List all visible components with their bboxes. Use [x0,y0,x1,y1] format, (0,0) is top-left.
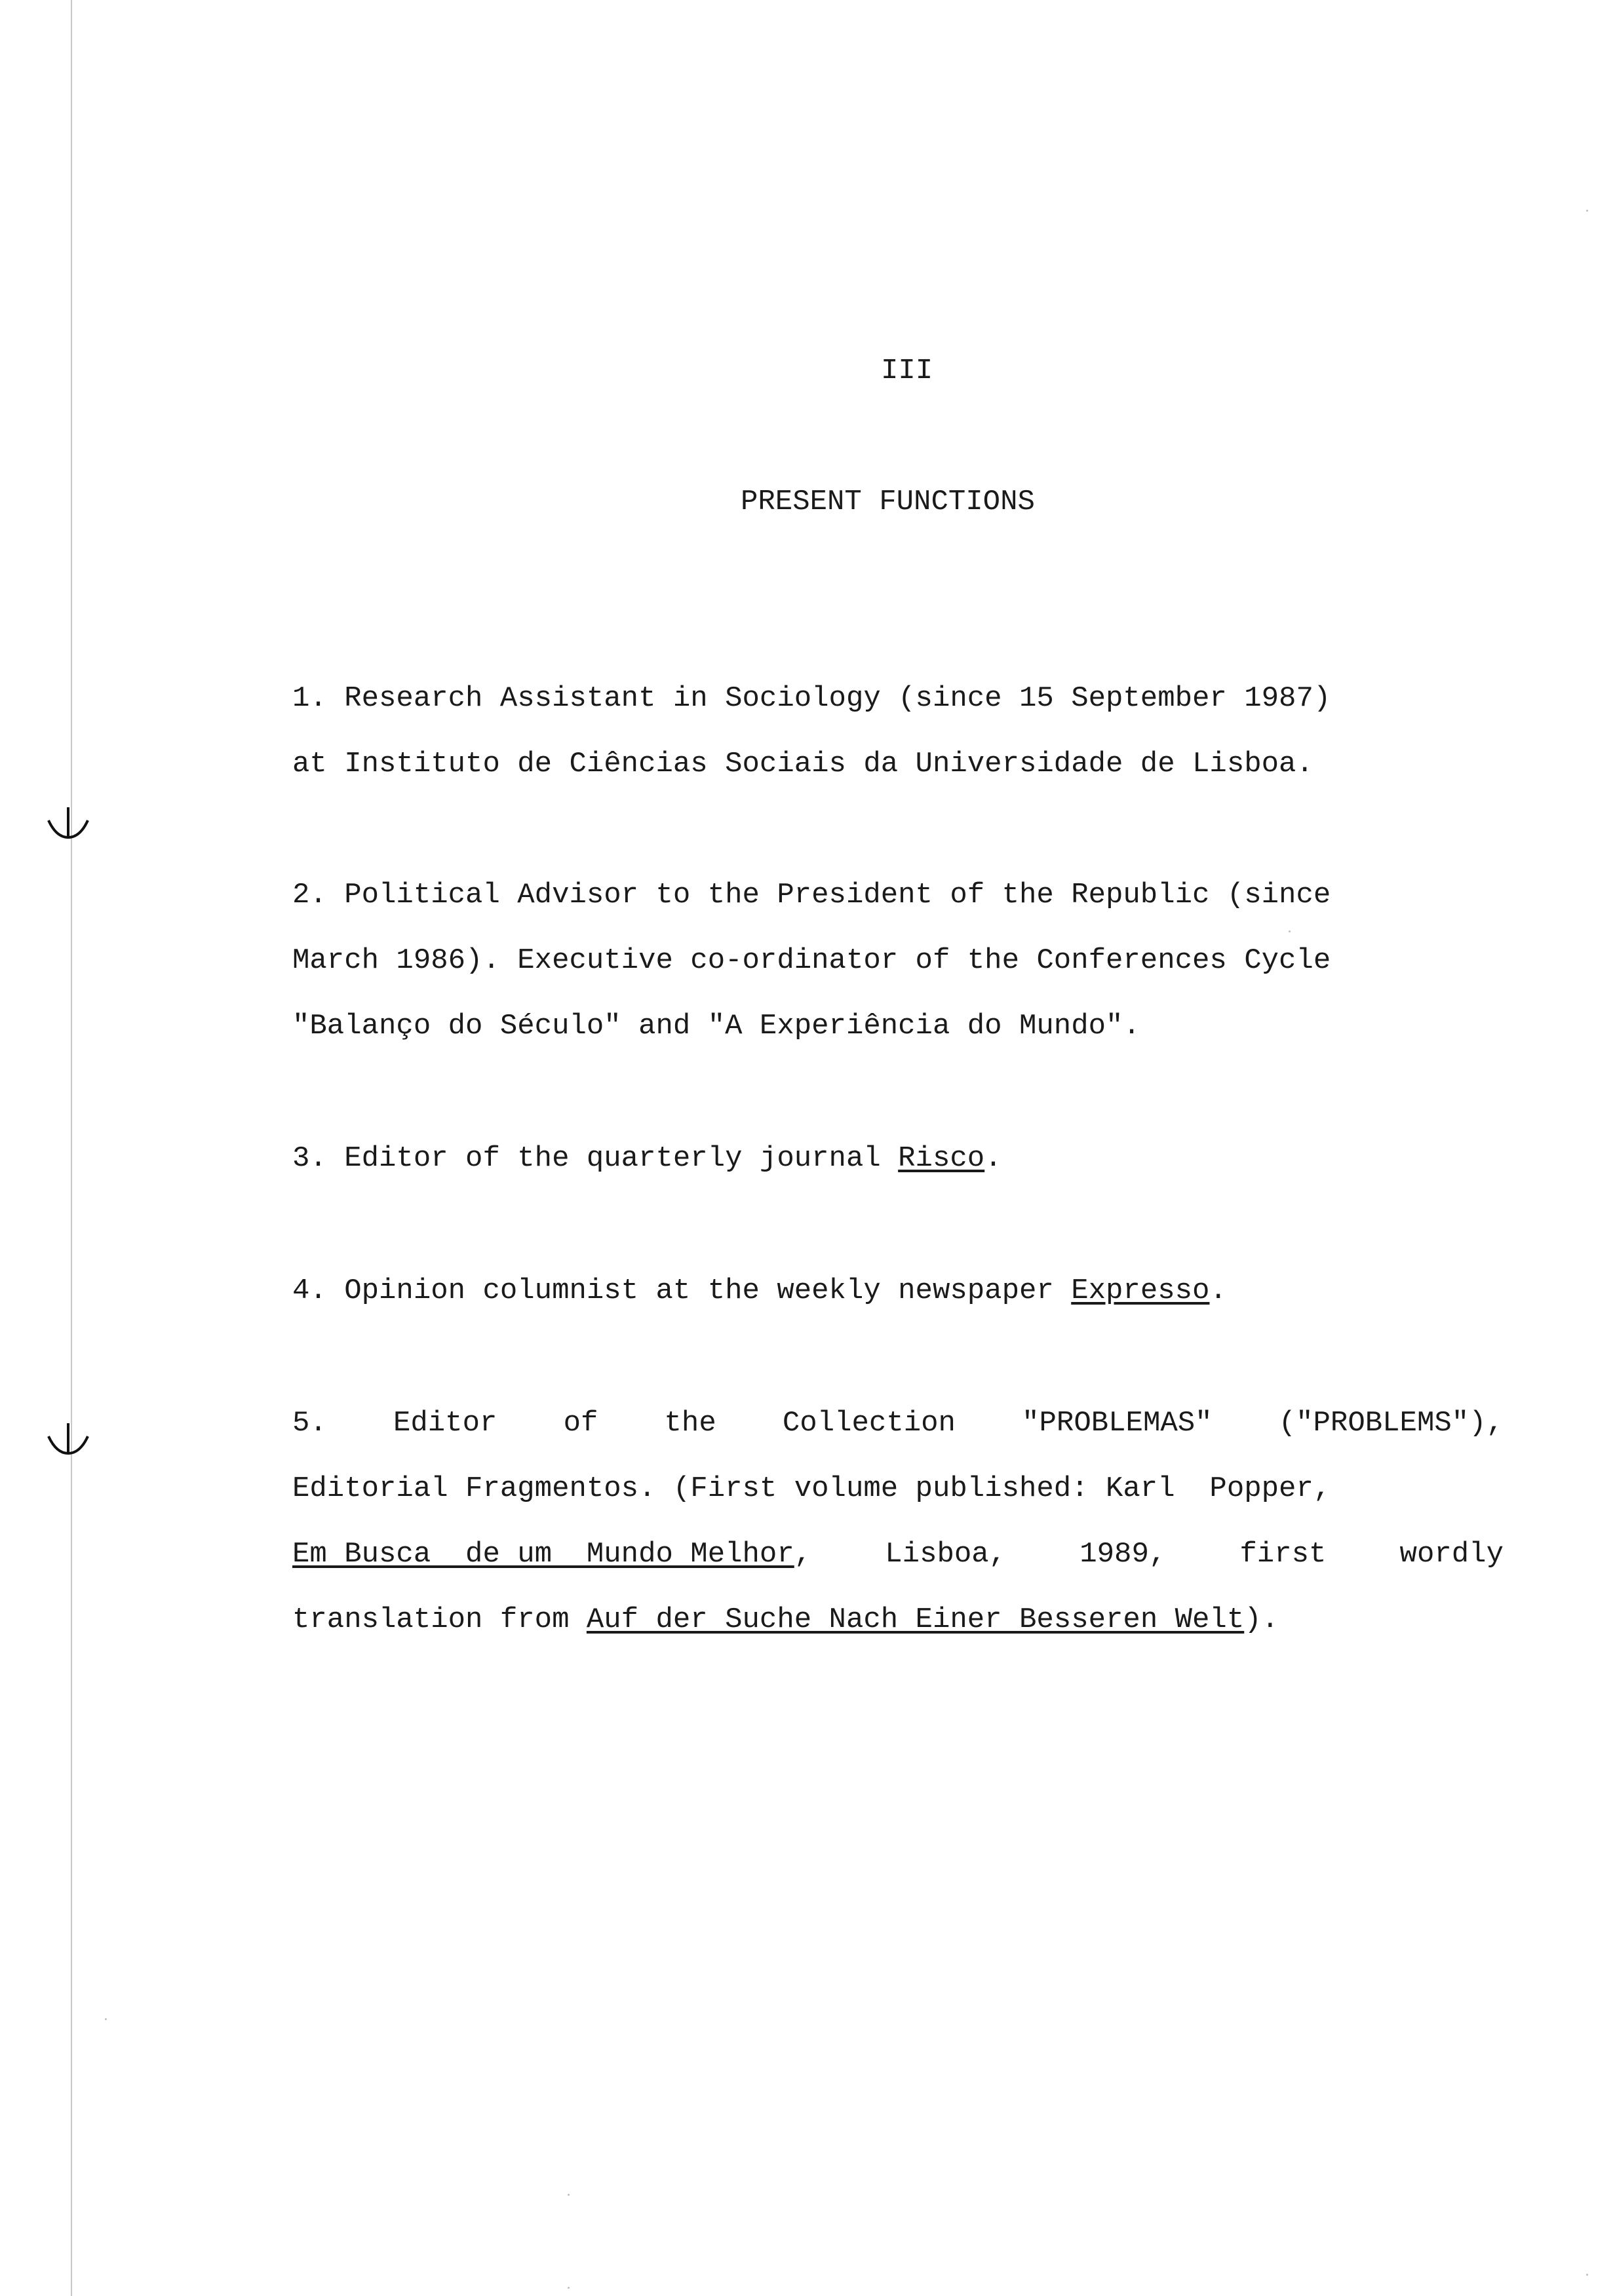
item-text: translation from [292,1603,587,1636]
item-line [292,1521,1504,1587]
item-word: "PROBLEMAS" [1022,1407,1213,1440]
section-number: III [881,354,933,387]
item-line: 2. Political Advisor to the President of the Republic (since [292,879,1331,911]
item-line: March 1986). Executive co-ordinator of the Conferences Cycle [292,944,1331,977]
item-text: . [984,1142,1002,1175]
item-word: first [1239,1538,1327,1571]
function-item-5 [292,1390,1504,1653]
scan-speck [105,2018,107,2020]
scan-speck [568,2194,570,2196]
item-word: 5. [292,1407,327,1440]
punch-hole-mark-icon [43,807,93,847]
item-word: Collection [782,1407,956,1440]
item-word: wordly [1399,1538,1504,1571]
item-line: 1. Research Assistant in Sociology (since 15 September 1987) [292,682,1331,715]
item-line: at Instituto de Ciências Sociais da Universidade de Lisboa. [292,748,1313,780]
scan-speck [1586,2274,1588,2276]
item-word: of [563,1407,598,1440]
item-line [292,1258,1504,1324]
item-text: 3. Editor of the quarterly journal [292,1142,899,1175]
book-title-group [292,1521,811,1587]
item-line [292,1587,1504,1653]
item-line: Editorial Fragmentos. (First volume published: Karl Popper, [292,1472,1331,1505]
function-item-3 [292,1126,1504,1191]
item-word: , [794,1538,812,1571]
item-line [292,1390,1504,1456]
item-text: 4. Opinion columnist at the weekly newspaper [292,1274,1072,1307]
item-word: 1989, [1080,1538,1167,1571]
item-word: Editor [393,1407,497,1440]
original-book-title: Auf der Suche Nach Einer Besseren Welt [586,1603,1245,1636]
item-line [292,1126,1504,1191]
function-item-4 [292,1258,1504,1324]
book-title: Em Busca de um Mundo Melhor [292,1538,794,1571]
section-title: PRESENT FUNCTIONS [741,486,1035,518]
journal-title: Risco [898,1142,985,1175]
item-word: ("PROBLEMS"), [1278,1407,1504,1440]
function-item-2 [292,862,1504,1059]
function-item-1 [292,666,1504,797]
scan-speck [568,2287,570,2289]
binding-edge-line [71,0,72,2296]
newspaper-title: Expresso [1071,1274,1210,1307]
item-word: the [664,1407,716,1440]
item-text: ). [1244,1603,1279,1636]
item-word: Lisboa, [885,1538,1007,1571]
scan-speck [1289,930,1291,932]
punch-hole-mark-icon [43,1423,93,1463]
item-text: . [1209,1274,1227,1307]
scan-speck [1586,210,1588,212]
item-line: "Balanço do Século" and "A Experiência do Mundo". [292,1010,1140,1043]
